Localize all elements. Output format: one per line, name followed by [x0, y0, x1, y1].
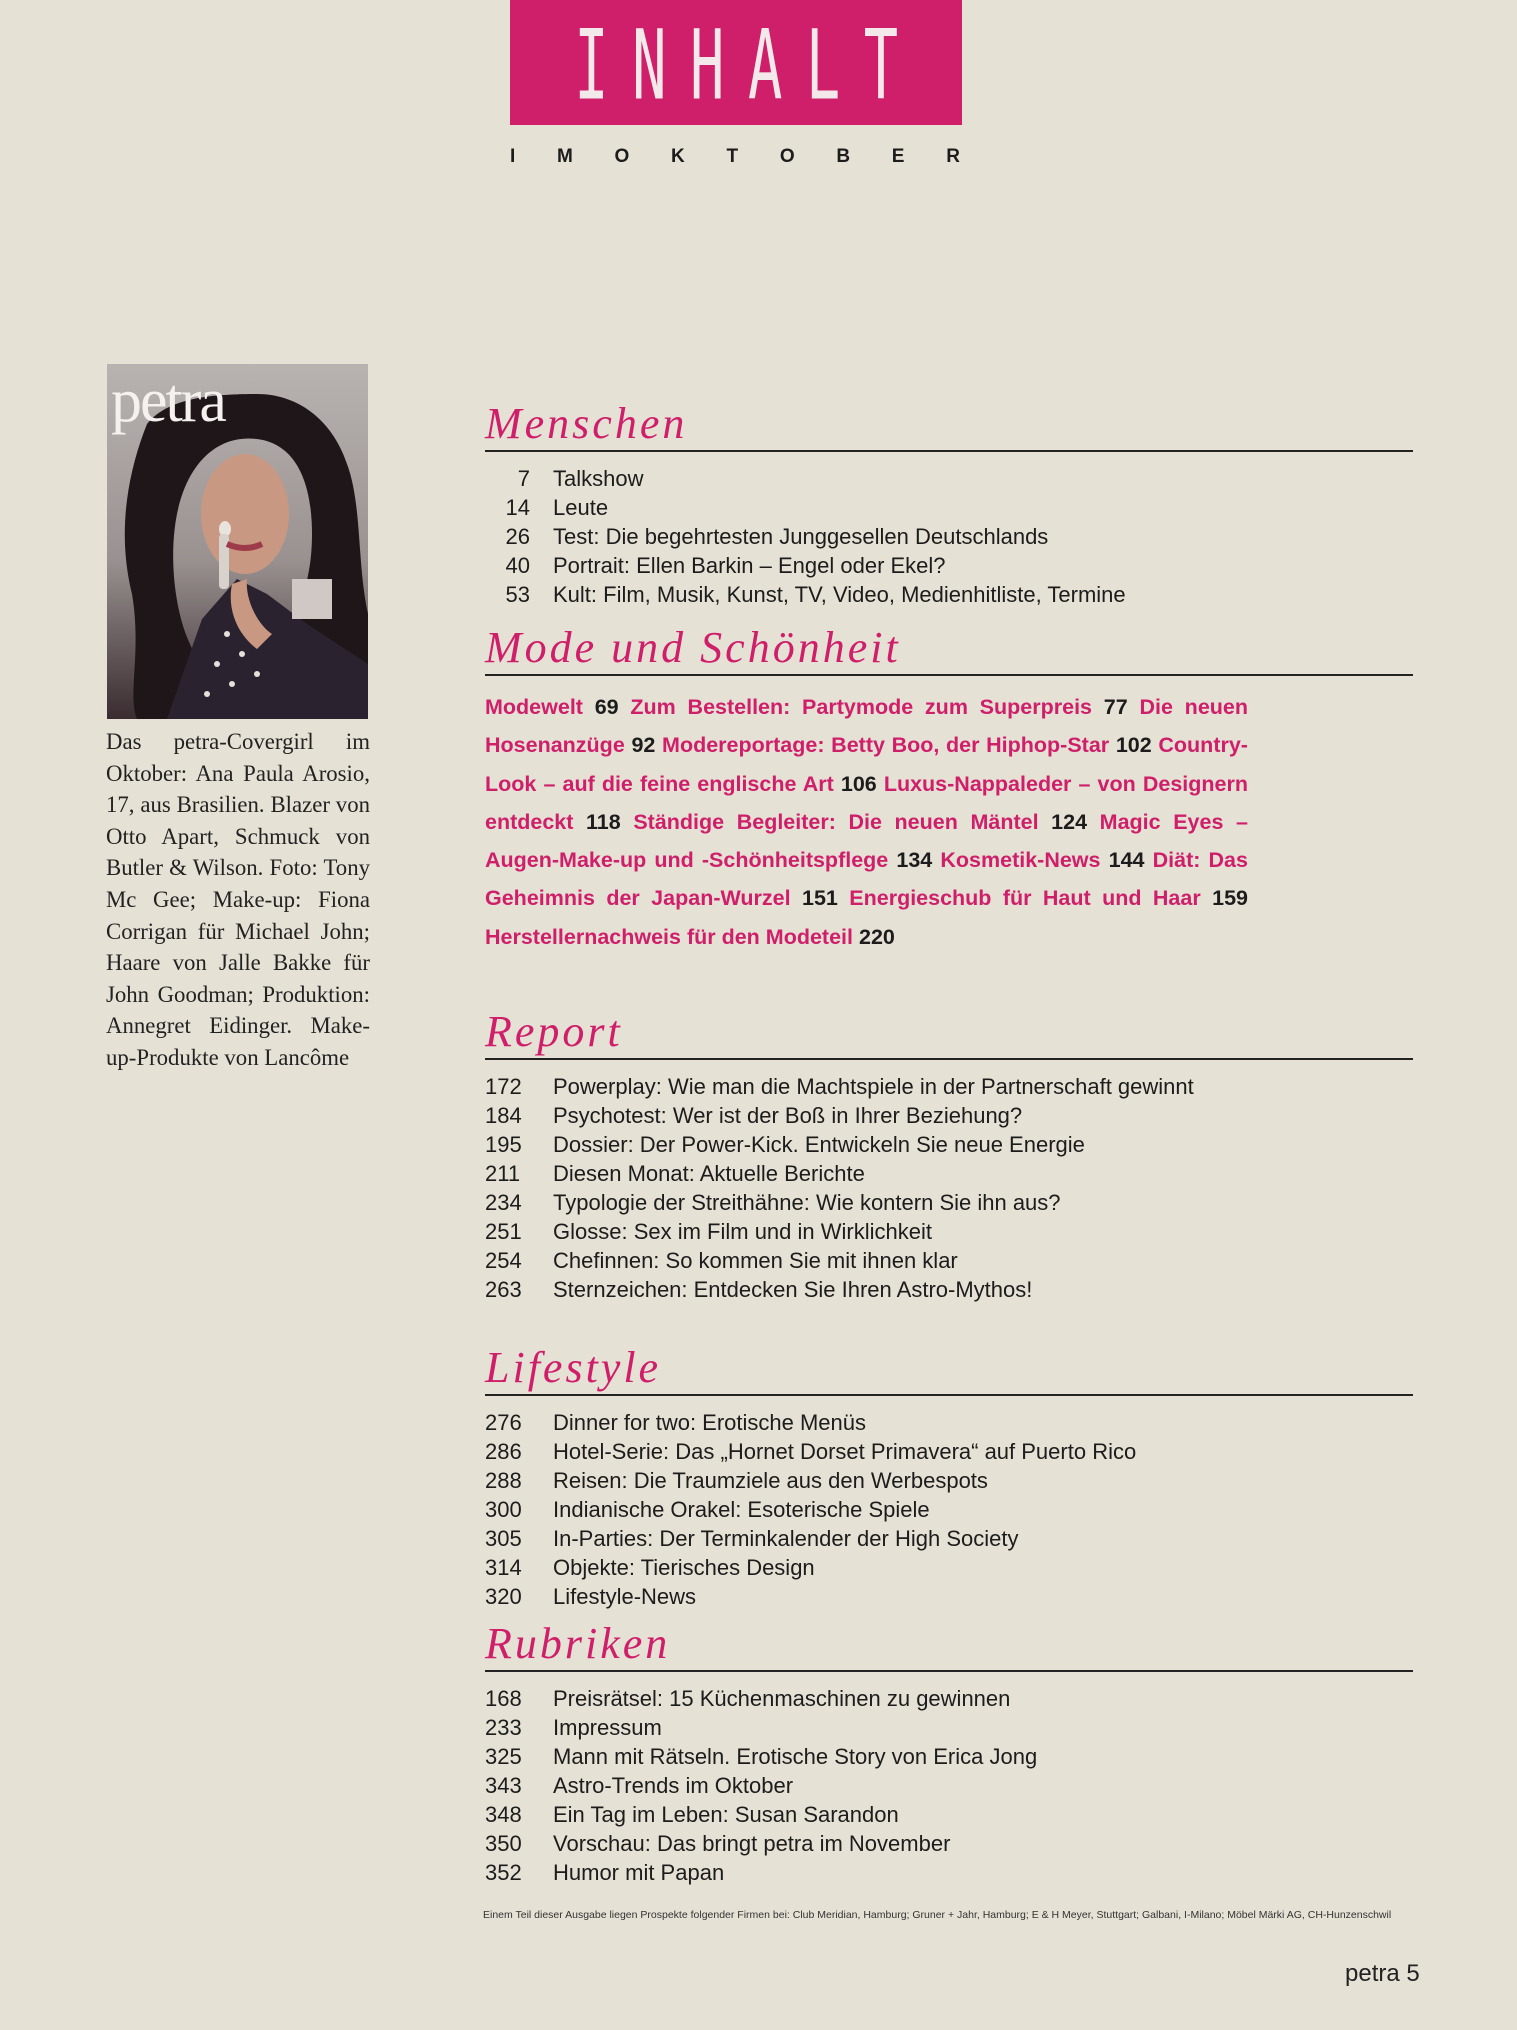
page-number: 254: [485, 1248, 522, 1273]
subtitle-letter: T: [726, 146, 741, 167]
subtitle-letter: O: [614, 146, 632, 167]
entry-title: Die neuen Hosenanzüge: [485, 695, 1248, 758]
toc-row: [485, 1466, 1413, 1495]
toc-row: [485, 1582, 1413, 1611]
entry-title: Humor mit Papan: [553, 1860, 725, 1885]
mode-paragraph: [485, 688, 1248, 956]
entry-title: Luxus-Nappaleder – von Designern entdeckt: [485, 771, 1248, 834]
entry-title: Objekte: Tierisches Design: [553, 1555, 815, 1580]
cover-image: [107, 364, 368, 719]
entry-title: Mann mit Rätseln. Erotische Story von Erica Jong: [553, 1744, 1038, 1769]
entry-title: Portrait: Ellen Barkin – Engel oder Ekel?: [553, 553, 946, 578]
subtitle-letter: R: [946, 146, 962, 167]
toc-row: [485, 522, 1413, 551]
subtitle-letter: K: [671, 146, 687, 167]
page-number: 251: [485, 1219, 522, 1244]
footnote: Einem Teil dieser Ausgabe liegen Prospekte folgender Firmen bei: Club Meridian, Hamburg; Gruner + Jahr, Hamburg; E & H Meyer, Stuttgart; Galbani, I-Milano; Möbel Märki AG, CH-Hunzenschwil: [483, 1909, 1392, 1921]
toc-row: [485, 1408, 1413, 1437]
toc-row: [485, 1072, 1413, 1101]
toc-row: [485, 1159, 1413, 1188]
page-number: 184: [485, 1103, 522, 1128]
page-number: 172: [485, 1074, 522, 1099]
page-number: 211: [485, 1161, 521, 1186]
page-number: 300: [485, 1497, 522, 1522]
page-number: 286: [485, 1439, 522, 1464]
toc-row: [485, 1217, 1413, 1246]
entry-title: Hotel-Serie: Das „Hornet Dorset Primavera“ auf Puerto Rico: [553, 1439, 1137, 1464]
toc-list: [485, 464, 1413, 609]
page-number: 159: [1212, 886, 1248, 911]
section-title: Report: [485, 1010, 1413, 1060]
page-folio: petra 5: [1345, 1960, 1420, 1987]
section-report: [485, 1007, 1413, 1304]
entry-title: Modereportage: Betty Boo, der Hiphop-Star: [662, 733, 1110, 758]
entry-title: Talkshow: [553, 466, 644, 491]
page-number: 134: [896, 848, 933, 873]
entry-title: Dossier: Der Power-Kick. Entwickeln Sie neue Energie: [553, 1132, 1085, 1157]
toc-row: [485, 1800, 1413, 1829]
toc-row: [485, 1130, 1413, 1159]
section-rubriken: [485, 1619, 1413, 1887]
toc-row: [485, 464, 1413, 493]
page-number: 233: [485, 1715, 522, 1740]
page-number: 53: [505, 582, 530, 607]
toc-row: [485, 580, 1413, 609]
toc-row: [485, 1858, 1413, 1887]
entry-title: Astro-Trends im Oktober: [553, 1773, 794, 1798]
entry-title: Indianische Orakel: Esoterische Spiele: [553, 1497, 930, 1522]
page-number: 320: [485, 1584, 522, 1609]
entry-title: Kosmetik-News: [940, 848, 1101, 873]
page-number: 288: [485, 1468, 522, 1493]
entry-title: Magic Eyes – Augen-Make-up und -Schönheitspflege: [485, 809, 1248, 873]
toc-row: [485, 493, 1413, 522]
entry-title: In-Parties: Der Terminkalender der High Society: [553, 1526, 1019, 1551]
page-number: 40: [505, 553, 530, 578]
entry-title: Zum Bestellen: Partymode zum Superpreis: [630, 695, 1093, 719]
toc-row: [485, 1437, 1413, 1466]
page-number: 276: [485, 1410, 522, 1435]
page-number: 168: [485, 1686, 522, 1711]
entry-title: Test: Die begehrtesten Junggesellen Deutschlands: [553, 524, 1049, 549]
subtitle-letter: O: [779, 146, 797, 167]
toc-list: [485, 1408, 1413, 1611]
cover-logo: petra: [111, 367, 225, 435]
page-number: 314: [485, 1555, 522, 1580]
section-title: Menschen: [485, 402, 1413, 452]
toc-list: [485, 1684, 1413, 1887]
header-banner: [510, 0, 962, 125]
entry-title: Country-Look – auf die feine englische Art: [485, 733, 1248, 796]
page-number: 343: [485, 1773, 522, 1798]
header-subtitle: [510, 146, 962, 168]
page-number: 352: [485, 1860, 522, 1885]
entry-title: Kult: Film, Musik, Kunst, TV, Video, Medienhitliste, Termine: [553, 582, 1126, 607]
toc-row: [485, 1524, 1413, 1553]
entry-title: Chefinnen: So kommen Sie mit ihnen klar: [553, 1248, 958, 1273]
header-title: INHALT: [574, 8, 922, 122]
section-title: Lifestyle: [485, 1346, 1413, 1396]
toc-row: [485, 1742, 1413, 1771]
page-number: 14: [505, 495, 530, 520]
entry-title: Diesen Monat: Aktuelle Berichte: [553, 1161, 865, 1186]
section-mode: [485, 623, 1413, 956]
page-number: 144: [1108, 848, 1145, 873]
toc-row: [485, 1101, 1413, 1130]
toc-row: [485, 1246, 1413, 1275]
entry-title: Lifestyle-News: [553, 1584, 697, 1609]
entry-title: Ständige Begleiter: Die neuen Mäntel: [633, 809, 1039, 834]
page-number: 106: [840, 771, 877, 796]
toc-list: [485, 1072, 1413, 1304]
entry-title: Herstellernachweis für den Modeteil: [485, 924, 853, 949]
toc-row: [485, 1495, 1413, 1524]
section-lifestyle: [485, 1343, 1413, 1611]
entry-title: Powerplay: Wie man die Machtspiele in der Partnerschaft gewinnt: [553, 1074, 1194, 1099]
entry-title: Impressum: [553, 1715, 662, 1740]
toc-row: [485, 551, 1413, 580]
page-number: 350: [485, 1831, 522, 1856]
page-number: 325: [485, 1744, 522, 1769]
entry-title: Sternzeichen: Entdecken Sie Ihren Astro-Mythos!: [553, 1277, 1033, 1302]
toc-row: [485, 1713, 1413, 1742]
entry-title: Modewelt: [485, 695, 583, 719]
page-number: 263: [485, 1277, 522, 1302]
toc-row: [485, 1684, 1413, 1713]
toc-row: [485, 1553, 1413, 1582]
subtitle-letter: M: [557, 146, 575, 167]
page-number: 234: [485, 1190, 522, 1215]
section-menschen: [485, 399, 1413, 609]
page-number: 102: [1115, 733, 1152, 758]
toc-row: [485, 1275, 1413, 1304]
cover-caption: Das petra-Covergirl im Oktober: Ana Paula Arosio, 17, aus Brasilien. Blazer von Otto Apart, Schmuck von Butler & Wilson. Foto: Tony Mc Gee; Make-up: Fiona Corrigan für Michael John; Haare von Jalle Bakke für John Goodman; Produktion: Annegret Eidinger. Make-up-Produkte von Lancôme: [106, 729, 370, 1070]
entry-title: Typologie der Streithähne: Wie kontern Sie ihn aus?: [553, 1190, 1061, 1215]
entry-title: Ein Tag im Leben: Susan Sarandon: [553, 1802, 899, 1827]
page-number: 305: [485, 1526, 522, 1551]
entry-title: Leute: [553, 495, 609, 520]
page-number: 220: [858, 924, 895, 949]
page-number: 348: [485, 1802, 522, 1827]
page-number: 7: [517, 466, 530, 491]
page-number: 92: [631, 733, 656, 758]
page-number: 118: [586, 809, 621, 834]
page-number: 69: [594, 695, 619, 719]
section-title: Rubriken: [485, 1622, 1413, 1672]
page-number: 151: [801, 886, 838, 911]
entry-title: Preisrätsel: 15 Küchenmaschinen zu gewinnen: [553, 1686, 1011, 1711]
page-number: 77: [1103, 695, 1128, 719]
toc-row: [485, 1829, 1413, 1858]
entry-title: Energieschub für Haut und Haar: [849, 886, 1201, 911]
page-number: 26: [505, 524, 530, 549]
section-title: Mode und Schönheit: [485, 626, 1413, 676]
page-number: 195: [485, 1132, 522, 1157]
page-number: 124: [1051, 809, 1088, 834]
entry-title: Vorschau: Das bringt petra im November: [553, 1831, 951, 1856]
subtitle-letter: I: [510, 146, 518, 167]
entry-title: Glosse: Sex im Film und in Wirklichkeit: [553, 1219, 932, 1244]
entry-title: Diät: Das Geheimnis der Japan-Wurzel: [485, 848, 1248, 911]
subtitle-letter: E: [891, 146, 907, 167]
entry-title: Dinner for two: Erotische Menüs: [553, 1410, 867, 1435]
toc-row: [485, 1771, 1413, 1800]
entry-title: Psychotest: Wer ist der Boß in Ihrer Beziehung?: [553, 1103, 1023, 1128]
subtitle-letter: B: [836, 146, 853, 167]
toc-row: [485, 1188, 1413, 1217]
entry-title: Reisen: Die Traumziele aus den Werbespots: [553, 1468, 988, 1493]
